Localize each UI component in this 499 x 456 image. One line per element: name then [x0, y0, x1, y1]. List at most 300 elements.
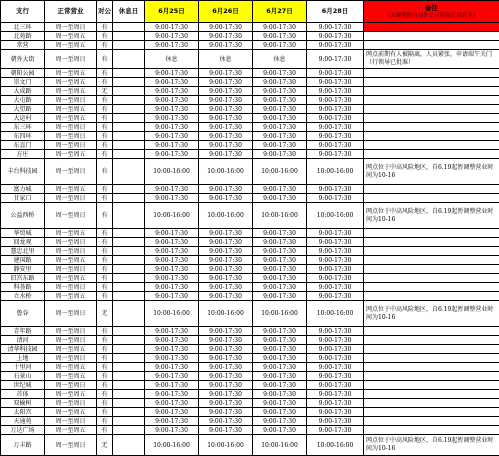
normal-hours: 周一至周日: [45, 336, 97, 345]
rest-day: [113, 283, 145, 292]
branch-name: 东直门: [1, 141, 45, 150]
date-1-hours: 9:00-17:30: [145, 283, 199, 292]
normal-hours: 周一至周日: [45, 159, 97, 185]
table-row: [1, 123, 499, 132]
date-3-hours: 9:00-17:30: [253, 150, 307, 159]
remark: [364, 336, 499, 345]
rest-day: [113, 141, 145, 150]
rest-day: [113, 159, 145, 185]
date-2-hours: 9:00-17:30: [199, 265, 253, 274]
date-4-hours: 9:00-17:30: [307, 390, 364, 399]
table-row: [1, 301, 499, 327]
table-row: [1, 78, 499, 87]
date-3-hours: 9:00-17:30: [253, 78, 307, 87]
date-4-hours: 9:00-17:30: [307, 283, 364, 292]
table-row: [1, 390, 499, 399]
date-1-hours: 9:00-17:30: [145, 247, 199, 256]
date-4-hours: 10:00-16:00: [307, 203, 364, 229]
date-1-hours: 9:00-17:30: [145, 390, 199, 399]
corporate: 有: [97, 399, 113, 408]
rest-day: [113, 50, 145, 69]
branch-name: 清河: [1, 336, 45, 345]
date-3-hours: 9:00-17:30: [253, 114, 307, 123]
date-2-hours: 9:00-17:30: [199, 354, 253, 363]
normal-hours: 周一至周日: [45, 238, 97, 247]
date-4-hours: 9:00-17:30: [307, 292, 364, 301]
branch-name: 崇文门: [1, 78, 45, 87]
table-row: [1, 265, 499, 274]
corporate: 有: [97, 417, 113, 426]
date-2-hours: 10:00-16:00: [199, 301, 253, 327]
branch-name: 大望路: [1, 105, 45, 114]
remark: [364, 372, 499, 381]
branch-name: 方庄: [1, 150, 45, 159]
remark: 网点位于中高风险地区，自6.19起暂调整营业时间为10-16: [364, 203, 499, 229]
rest-day: [113, 345, 145, 354]
rest-day: [113, 354, 145, 363]
date-3-hours: 9:00-17:30: [253, 327, 307, 336]
branch-name: 上地: [1, 354, 45, 363]
date-1-hours: 9:00-17:30: [145, 114, 199, 123]
date-4-hours: 9:00-17:30: [307, 141, 364, 150]
date-3-hours: 10:00-16:00: [253, 301, 307, 327]
date-3-hours: 9:00-17:30: [253, 372, 307, 381]
corporate: 有: [97, 381, 113, 390]
date-4-hours: 10:00-16:00: [307, 159, 364, 185]
date-1-hours: 10:00-16:00: [145, 203, 199, 229]
date-4-hours: 9:00-17:30: [307, 150, 364, 159]
date-2-hours: 9:00-17:30: [199, 96, 253, 105]
date-1-hours: 9:00-17:30: [145, 408, 199, 417]
date-4-hours: 9:00-17:30: [307, 408, 364, 417]
rest-day: [113, 23, 145, 32]
date-4-hours: 9:00-17:30: [307, 41, 364, 50]
date-4-hours: 9:00-17:30: [307, 372, 364, 381]
rest-day: [113, 274, 145, 283]
date-2-hours: 9:00-17:30: [199, 105, 253, 114]
header-remark-sub: （未说明的按对外公示时间正常营业）: [364, 12, 499, 20]
date-4-hours: 9:00-17:30: [307, 229, 364, 238]
date-2-hours: 9:00-17:30: [199, 292, 253, 301]
header-date-3: 6月27日: [253, 1, 307, 23]
date-2-hours: 9:00-17:30: [199, 345, 253, 354]
normal-hours: 周一至周五: [45, 150, 97, 159]
date-2-hours: 9:00-17:30: [199, 274, 253, 283]
remark: [364, 283, 499, 292]
date-3-hours: 9:00-17:30: [253, 283, 307, 292]
normal-hours: 周一至周日: [45, 399, 97, 408]
corporate: 有: [97, 203, 113, 229]
date-4-hours: 9:00-17:30: [307, 336, 364, 345]
date-3-hours: 9:00-17:30: [253, 399, 307, 408]
branch-name: 鲁谷: [1, 301, 45, 327]
rest-day: [113, 435, 145, 456]
date-3-hours: 9:00-17:30: [253, 265, 307, 274]
normal-hours: 周一至周日: [45, 123, 97, 132]
date-4-hours: 9:00-17:30: [307, 23, 364, 32]
normal-hours: 周一至周日: [45, 327, 97, 336]
corporate: 有: [97, 159, 113, 185]
date-2-hours: 9:00-17:30: [199, 363, 253, 372]
rest-day: [113, 381, 145, 390]
branch-name: 万达广场: [1, 426, 45, 435]
date-1-hours: 9:00-17:30: [145, 417, 199, 426]
date-4-hours: 9:00-17:30: [307, 363, 364, 372]
rest-day: [113, 372, 145, 381]
date-2-hours: 9:00-17:30: [199, 150, 253, 159]
date-3-hours: 9:00-17:30: [253, 141, 307, 150]
date-3-hours: 9:00-17:30: [253, 87, 307, 96]
table-row: [1, 132, 499, 141]
rest-day: [113, 41, 145, 50]
branch-name: 旧宫东路: [1, 274, 45, 283]
corporate: 有: [97, 292, 113, 301]
remark: 网点位于中高风险地区，自6.19起暂调整营业时间为10-16: [364, 301, 499, 327]
branch-name: 东三环: [1, 123, 45, 132]
date-2-hours: 9:00-17:30: [199, 32, 253, 41]
date-3-hours: 9:00-17:30: [253, 381, 307, 390]
date-1-hours: 9:00-17:30: [145, 256, 199, 265]
corporate: 有: [97, 114, 113, 123]
branch-name: 静安里: [1, 265, 45, 274]
table-row: [1, 327, 499, 336]
table-row: [1, 417, 499, 426]
date-4-hours: 9:00-17:30: [307, 194, 364, 203]
date-3-hours: 休息: [253, 50, 307, 69]
rest-day: [113, 114, 145, 123]
remark: [364, 354, 499, 363]
normal-hours: 周一至周五: [45, 69, 97, 78]
date-2-hours: 9:00-17:30: [199, 336, 253, 345]
date-2-hours: 9:00-17:30: [199, 185, 253, 194]
normal-hours: 周一至周五: [45, 408, 97, 417]
remark: [364, 87, 499, 96]
date-2-hours: 9:00-17:30: [199, 41, 253, 50]
date-3-hours: 9:00-17:30: [253, 408, 307, 417]
header-branch: 支行: [1, 1, 45, 23]
table-row: [1, 185, 499, 194]
date-3-hours: 9:00-17:30: [253, 123, 307, 132]
normal-hours: 周一至周五: [45, 105, 97, 114]
corporate: 有: [97, 345, 113, 354]
date-3-hours: 9:00-17:30: [253, 336, 307, 345]
corporate: 有: [97, 78, 113, 87]
date-4-hours: 9:00-17:30: [307, 256, 364, 265]
rest-day: [113, 123, 145, 132]
rest-day: [113, 363, 145, 372]
rest-day: [113, 265, 145, 274]
corporate: 有: [97, 50, 113, 69]
branch-name: 公益西桥: [1, 203, 45, 229]
date-1-hours: 9:00-17:30: [145, 41, 199, 50]
corporate: 有: [97, 229, 113, 238]
branch-name: 大运村: [1, 114, 45, 123]
table-row: [1, 69, 499, 78]
corporate: 有: [97, 354, 113, 363]
date-2-hours: 9:00-17:30: [199, 141, 253, 150]
corporate: 有: [97, 123, 113, 132]
branch-name: 慧忠北里: [1, 247, 45, 256]
table-row: [1, 363, 499, 372]
normal-hours: 周一至周五: [45, 363, 97, 372]
normal-hours: 周一至周日: [45, 194, 97, 203]
corporate: 有: [97, 390, 113, 399]
corporate: 有: [97, 408, 113, 417]
date-1-hours: 9:00-17:30: [145, 194, 199, 203]
date-4-hours: 10:00-16:00: [307, 301, 364, 327]
table-row: [1, 87, 499, 96]
table-row: [1, 292, 499, 301]
normal-hours: 周一至周五: [45, 78, 97, 87]
date-2-hours: 9:00-17:30: [199, 114, 253, 123]
date-2-hours: 9:00-17:30: [199, 372, 253, 381]
date-1-hours: 9:00-17:30: [145, 381, 199, 390]
date-4-hours: 9:00-17:30: [307, 78, 364, 87]
header-date-1: 6月25日: [145, 1, 199, 23]
normal-hours: 周一至周日: [45, 23, 97, 32]
header-remark: [364, 1, 499, 23]
rest-day: [113, 229, 145, 238]
normal-hours: 周一至周日: [45, 50, 97, 69]
normal-hours: 周一至周五: [45, 185, 97, 194]
date-3-hours: 9:00-17:30: [253, 274, 307, 283]
corporate: 有: [97, 238, 113, 247]
normal-hours: 周一至周五: [45, 87, 97, 96]
table-row: [1, 399, 499, 408]
rest-day: [113, 256, 145, 265]
remark: [364, 105, 499, 114]
date-1-hours: 9:00-17:30: [145, 229, 199, 238]
branch-name: 丰台科技园: [1, 159, 45, 185]
date-3-hours: 9:00-17:30: [253, 32, 307, 41]
date-3-hours: 9:00-17:30: [253, 354, 307, 363]
corporate: 有: [97, 32, 113, 41]
remark: [364, 41, 499, 50]
date-2-hours: 9:00-17:30: [199, 390, 253, 399]
normal-hours: 周一至周五: [45, 229, 97, 238]
rest-day: [113, 247, 145, 256]
date-1-hours: 9:00-17:30: [145, 265, 199, 274]
corporate: 有: [97, 327, 113, 336]
normal-hours: 周一至周五: [45, 292, 97, 301]
header-date-4: 6月28日: [307, 1, 364, 23]
corporate: 有: [97, 23, 113, 32]
date-3-hours: 10:00-16:00: [253, 435, 307, 456]
date-2-hours: 9:00-17:30: [199, 327, 253, 336]
date-3-hours: 9:00-17:30: [253, 96, 307, 105]
normal-hours: 周一至周五: [45, 41, 97, 50]
branch-name: 万丰路: [1, 435, 45, 456]
branch-name: 甘家口: [1, 194, 45, 203]
corporate: 无: [97, 435, 113, 456]
normal-hours: 周一至周五: [45, 274, 97, 283]
date-3-hours: 10:00-16:00: [253, 159, 307, 185]
remark: [364, 426, 499, 435]
corporate: 有: [97, 283, 113, 292]
corporate: 有: [97, 372, 113, 381]
date-1-hours: 9:00-17:30: [145, 363, 199, 372]
rest-day: [113, 417, 145, 426]
branch-name: 东四环: [1, 132, 45, 141]
normal-hours: 周一至周日: [45, 381, 97, 390]
table-row: [1, 336, 499, 345]
date-1-hours: 9:00-17:30: [145, 23, 199, 32]
table-row: [1, 32, 499, 41]
corporate: 有: [97, 256, 113, 265]
date-2-hours: 9:00-17:30: [199, 229, 253, 238]
date-1-hours: 9:00-17:30: [145, 78, 199, 87]
date-4-hours: 9:00-17:30: [307, 274, 364, 283]
table-row: [1, 247, 499, 256]
rest-day: [113, 408, 145, 417]
branch-name: 立水桥: [1, 292, 45, 301]
corporate: 有: [97, 141, 113, 150]
date-4-hours: 9:00-17:30: [307, 132, 364, 141]
branch-name: 清华科技园: [1, 345, 45, 354]
header-date-2: 6月26日: [199, 1, 253, 23]
table-row: [1, 345, 499, 354]
date-1-hours: 9:00-17:30: [145, 354, 199, 363]
table-row: [1, 150, 499, 159]
normal-hours: 周一至周五: [45, 372, 97, 381]
date-1-hours: 9:00-17:30: [145, 399, 199, 408]
header-rest-day: 休息日: [113, 1, 145, 23]
branch-name: 富力城: [1, 185, 45, 194]
normal-hours: 周一至周五: [45, 114, 97, 123]
date-1-hours: 9:00-17:30: [145, 426, 199, 435]
date-3-hours: 9:00-17:30: [253, 256, 307, 265]
normal-hours: 周一至周日: [45, 283, 97, 292]
branch-name: 世纪城: [1, 381, 45, 390]
corporate: 有: [97, 363, 113, 372]
corporate: 有: [97, 247, 113, 256]
date-2-hours: 9:00-17:30: [199, 417, 253, 426]
rest-day: [113, 78, 145, 87]
date-4-hours: 9:00-17:30: [307, 50, 364, 69]
date-2-hours: 10:00-16:00: [199, 159, 253, 185]
remark: [364, 292, 499, 301]
remark: [364, 229, 499, 238]
branch-name: 北三环: [1, 23, 45, 32]
date-2-hours: 9:00-17:30: [199, 247, 253, 256]
date-4-hours: 9:00-17:30: [307, 417, 364, 426]
date-1-hours: 9:00-17:30: [145, 87, 199, 96]
normal-hours: 周一至周五: [45, 32, 97, 41]
date-1-hours: 9:00-17:30: [145, 185, 199, 194]
remark: [364, 150, 499, 159]
table-row: [1, 381, 499, 390]
date-2-hours: 9:00-17:30: [199, 408, 253, 417]
corporate: 有: [97, 69, 113, 78]
rest-day: [113, 132, 145, 141]
branch-name: 回龙观: [1, 238, 45, 247]
branch-name: 青年路: [1, 327, 45, 336]
date-2-hours: 9:00-17:30: [199, 23, 253, 32]
branch-name: 朝外大街: [1, 50, 45, 69]
date-4-hours: 9:00-17:30: [307, 354, 364, 363]
date-4-hours: 9:00-17:30: [307, 247, 364, 256]
remark: [364, 390, 499, 399]
date-2-hours: 9:00-17:30: [199, 69, 253, 78]
date-1-hours: 10:00-16:00: [145, 159, 199, 185]
date-3-hours: 10:00-16:00: [253, 203, 307, 229]
remark: [364, 399, 499, 408]
rest-day: [113, 185, 145, 194]
date-4-hours: 9:00-17:30: [307, 69, 364, 78]
table-row: [1, 354, 499, 363]
corporate: 有: [97, 150, 113, 159]
branch-name: 建国路: [1, 256, 45, 265]
rest-day: [113, 194, 145, 203]
date-1-hours: 9:00-17:30: [145, 150, 199, 159]
branch-name: 十里河: [1, 363, 45, 372]
remark: [364, 381, 499, 390]
date-1-hours: 9:00-17:30: [145, 69, 199, 78]
header-remark-title: 备注: [364, 4, 499, 12]
table-row: [1, 114, 499, 123]
normal-hours: 周一至周五: [45, 345, 97, 354]
remark: [364, 123, 499, 132]
corporate: 有: [97, 274, 113, 283]
remark: 网点位于中高风险地区，自6.19起暂调整营业时间为10-16: [364, 435, 499, 456]
rest-day: [113, 203, 145, 229]
rest-day: [113, 32, 145, 41]
rest-day: [113, 426, 145, 435]
branch-name: 首体: [1, 390, 45, 399]
normal-hours: 周一至周日: [45, 141, 97, 150]
branch-name: 科荟路: [1, 283, 45, 292]
corporate: 无: [97, 87, 113, 96]
date-2-hours: 10:00-16:00: [199, 203, 253, 229]
branch-name: 石景山: [1, 372, 45, 381]
date-3-hours: 9:00-17:30: [253, 363, 307, 372]
date-1-hours: 9:00-17:30: [145, 32, 199, 41]
date-1-hours: 9:00-17:30: [145, 141, 199, 150]
remark: [364, 194, 499, 203]
normal-hours: 周一至周五: [45, 426, 97, 435]
remark: [364, 78, 499, 87]
corporate: 有: [97, 336, 113, 345]
table-row: [1, 372, 499, 381]
date-3-hours: 9:00-17:30: [253, 390, 307, 399]
date-4-hours: 9:00-17:30: [307, 426, 364, 435]
date-4-hours: 9:00-17:30: [307, 238, 364, 247]
normal-hours: 周一至周日: [45, 203, 97, 229]
date-3-hours: 9:00-17:30: [253, 69, 307, 78]
remark: 网点位于中高风险地区，自6.19起暂调整营业时间为10-16: [364, 159, 499, 185]
table-row: [1, 408, 499, 417]
date-1-hours: 9:00-17:30: [145, 336, 199, 345]
remark: [364, 274, 499, 283]
date-1-hours: 9:00-17:30: [145, 123, 199, 132]
rest-day: [113, 292, 145, 301]
table-row: [1, 41, 499, 50]
date-3-hours: 9:00-17:30: [253, 229, 307, 238]
rest-day: [113, 301, 145, 327]
corporate: 有: [97, 194, 113, 203]
corporate: 有: [97, 426, 113, 435]
date-1-hours: 休息: [145, 50, 199, 69]
normal-hours: 周一至周日: [45, 354, 97, 363]
date-4-hours: 9:00-17:30: [307, 327, 364, 336]
rest-day: [113, 399, 145, 408]
date-1-hours: 9:00-17:30: [145, 132, 199, 141]
date-4-hours: 9:00-17:30: [307, 87, 364, 96]
remark: [364, 238, 499, 247]
date-2-hours: 9:00-17:30: [199, 256, 253, 265]
branch-name: 常营: [1, 41, 45, 50]
remark: [364, 327, 499, 336]
